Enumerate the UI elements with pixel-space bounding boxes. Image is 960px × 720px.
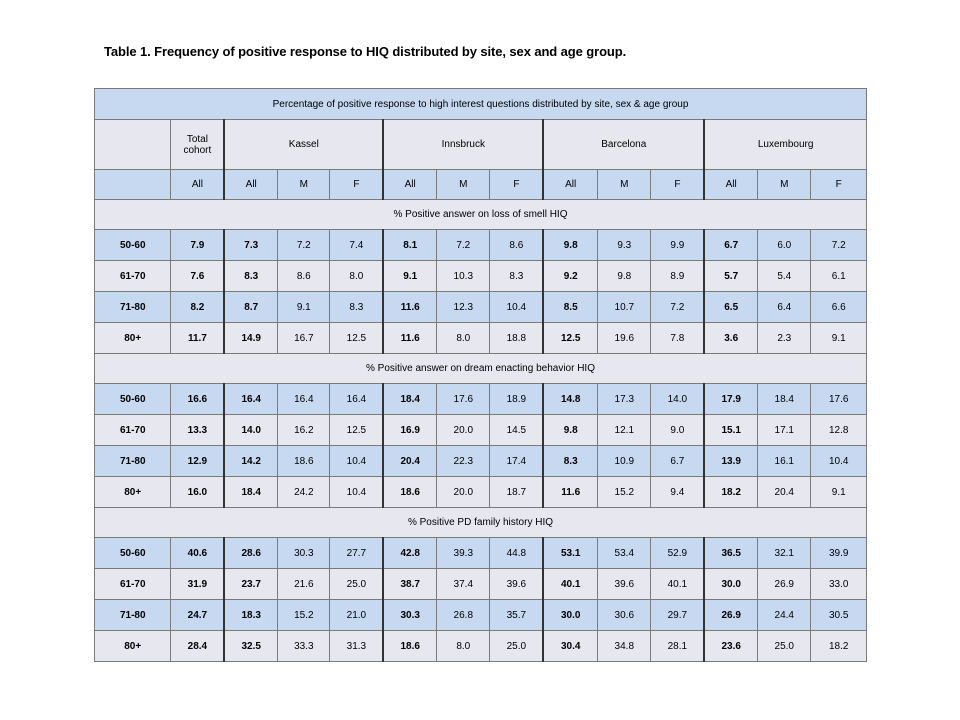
value-cell: 8.1	[383, 230, 436, 261]
value-cell: 15.1	[704, 415, 757, 446]
value-cell: 16.1	[758, 446, 811, 477]
value-cell: 16.2	[278, 415, 330, 446]
age-group-cell: 50-60	[95, 384, 171, 415]
value-cell: 7.8	[651, 323, 704, 354]
value-cell: 18.8	[490, 323, 543, 354]
value-cell: 15.2	[278, 600, 330, 631]
value-cell: 9.8	[543, 415, 597, 446]
value-cell: 30.5	[811, 600, 867, 631]
value-cell: 32.1	[758, 538, 811, 569]
age-group-cell: 71-80	[95, 600, 171, 631]
value-cell: 26.8	[437, 600, 490, 631]
value-cell: 10.9	[598, 446, 651, 477]
value-cell: 6.4	[758, 292, 811, 323]
value-cell: 39.6	[598, 569, 651, 600]
value-cell: 9.1	[811, 477, 867, 508]
value-cell: 7.6	[171, 261, 224, 292]
value-cell: 14.0	[224, 415, 277, 446]
value-cell: 8.3	[490, 261, 543, 292]
value-cell: 9.0	[651, 415, 704, 446]
value-cell: 9.3	[598, 230, 651, 261]
sex-header-luxembourg-all: All	[704, 170, 757, 200]
value-cell: 3.6	[704, 323, 757, 354]
table-row	[95, 538, 867, 569]
value-cell: 7.4	[330, 230, 383, 261]
table-title-row	[95, 89, 867, 120]
total-cohort-header	[171, 120, 224, 170]
value-cell: 17.9	[704, 384, 757, 415]
value-cell: 9.1	[383, 261, 436, 292]
value-cell: 19.6	[598, 323, 651, 354]
value-cell: 28.4	[171, 631, 224, 662]
value-cell: 12.5	[330, 415, 383, 446]
value-cell: 9.9	[651, 230, 704, 261]
value-cell: 29.7	[651, 600, 704, 631]
value-cell: 18.2	[704, 477, 757, 508]
value-cell: 9.1	[278, 292, 330, 323]
value-cell: 18.7	[490, 477, 543, 508]
value-cell: 44.8	[490, 538, 543, 569]
section-title: % Positive answer on loss of smell HIQ	[95, 200, 867, 230]
value-cell: 21.0	[330, 600, 383, 631]
site-header-barcelona: Barcelona	[543, 120, 704, 170]
value-cell: 8.5	[543, 292, 597, 323]
value-cell: 20.0	[437, 477, 490, 508]
value-cell: 6.7	[704, 230, 757, 261]
value-cell: 5.7	[704, 261, 757, 292]
value-cell: 30.6	[598, 600, 651, 631]
value-cell: 8.3	[543, 446, 597, 477]
value-cell: 30.4	[543, 631, 597, 662]
age-group-cell: 61-70	[95, 415, 171, 446]
value-cell: 25.0	[490, 631, 543, 662]
value-cell: 8.0	[437, 323, 490, 354]
value-cell: 10.7	[598, 292, 651, 323]
value-cell: 16.7	[278, 323, 330, 354]
section-header-row	[95, 200, 867, 230]
value-cell: 12.3	[437, 292, 490, 323]
value-cell: 13.3	[171, 415, 224, 446]
value-cell: 17.4	[490, 446, 543, 477]
value-cell: 40.1	[651, 569, 704, 600]
table-row	[95, 384, 867, 415]
value-cell: 16.0	[171, 477, 224, 508]
sex-header-barcelona-all: All	[543, 170, 597, 200]
value-cell: 36.5	[704, 538, 757, 569]
age-group-cell: 61-70	[95, 569, 171, 600]
value-cell: 9.8	[543, 230, 597, 261]
value-cell: 20.4	[383, 446, 436, 477]
value-cell: 28.6	[224, 538, 277, 569]
value-cell: 18.2	[811, 631, 867, 662]
value-cell: 42.8	[383, 538, 436, 569]
value-cell: 7.2	[437, 230, 490, 261]
section-title: % Positive answer on dream enacting behavior HIQ	[95, 354, 867, 384]
sex-header-kassel-f: F	[330, 170, 383, 200]
value-cell: 12.5	[330, 323, 383, 354]
value-cell: 8.9	[651, 261, 704, 292]
age-group-cell: 80+	[95, 323, 171, 354]
total-cohort-line2: cohort	[183, 144, 212, 156]
value-cell: 14.5	[490, 415, 543, 446]
table-row	[95, 415, 867, 446]
value-cell: 8.0	[437, 631, 490, 662]
value-cell: 8.3	[330, 292, 383, 323]
value-cell: 16.9	[383, 415, 436, 446]
value-cell: 7.9	[171, 230, 224, 261]
sex-header-row	[95, 170, 867, 200]
value-cell: 18.4	[224, 477, 277, 508]
table-row	[95, 477, 867, 508]
section-header-row	[95, 354, 867, 384]
value-cell: 31.3	[330, 631, 383, 662]
value-cell: 21.6	[278, 569, 330, 600]
value-cell: 9.2	[543, 261, 597, 292]
sex-header-innsbruck-m: M	[437, 170, 490, 200]
value-cell: 26.9	[704, 600, 757, 631]
table-row	[95, 323, 867, 354]
value-cell: 8.2	[171, 292, 224, 323]
value-cell: 7.3	[224, 230, 277, 261]
value-cell: 13.9	[704, 446, 757, 477]
value-cell: 37.4	[437, 569, 490, 600]
value-cell: 18.9	[490, 384, 543, 415]
value-cell: 7.2	[811, 230, 867, 261]
value-cell: 40.1	[543, 569, 597, 600]
value-cell: 53.1	[543, 538, 597, 569]
value-cell: 25.0	[758, 631, 811, 662]
site-header-luxembourg: Luxembourg	[704, 120, 866, 170]
value-cell: 39.3	[437, 538, 490, 569]
empty-header-cell	[95, 170, 171, 200]
value-cell: 30.3	[383, 600, 436, 631]
value-cell: 8.6	[490, 230, 543, 261]
value-cell: 17.6	[437, 384, 490, 415]
site-header-row	[95, 120, 867, 170]
value-cell: 11.7	[171, 323, 224, 354]
age-group-cell: 80+	[95, 631, 171, 662]
empty-header-cell	[95, 120, 171, 170]
value-cell: 33.0	[811, 569, 867, 600]
value-cell: 17.1	[758, 415, 811, 446]
age-group-cell: 71-80	[95, 446, 171, 477]
table-row	[95, 600, 867, 631]
value-cell: 28.1	[651, 631, 704, 662]
value-cell: 20.0	[437, 415, 490, 446]
value-cell: 30.0	[543, 600, 597, 631]
age-group-cell: 71-80	[95, 292, 171, 323]
value-cell: 8.0	[330, 261, 383, 292]
age-group-cell: 50-60	[95, 538, 171, 569]
value-cell: 12.8	[811, 415, 867, 446]
value-cell: 8.3	[224, 261, 277, 292]
hiq-table	[94, 88, 867, 662]
section-title: % Positive PD family history HIQ	[95, 508, 867, 538]
section-header-row	[95, 508, 867, 538]
value-cell: 17.6	[811, 384, 867, 415]
table-row	[95, 569, 867, 600]
value-cell: 14.8	[543, 384, 597, 415]
sex-header-kassel-all: All	[224, 170, 277, 200]
value-cell: 52.9	[651, 538, 704, 569]
value-cell: 30.3	[278, 538, 330, 569]
sex-header-barcelona-m: M	[598, 170, 651, 200]
value-cell: 34.8	[598, 631, 651, 662]
value-cell: 8.6	[278, 261, 330, 292]
value-cell: 27.7	[330, 538, 383, 569]
value-cell: 6.0	[758, 230, 811, 261]
value-cell: 22.3	[437, 446, 490, 477]
value-cell: 18.6	[383, 477, 436, 508]
site-header-innsbruck: Innsbruck	[383, 120, 543, 170]
value-cell: 6.7	[651, 446, 704, 477]
value-cell: 16.4	[224, 384, 277, 415]
value-cell: 10.3	[437, 261, 490, 292]
value-cell: 16.6	[171, 384, 224, 415]
sex-header-kassel-m: M	[278, 170, 330, 200]
value-cell: 35.7	[490, 600, 543, 631]
value-cell: 24.2	[278, 477, 330, 508]
value-cell: 18.6	[383, 631, 436, 662]
total-cohort-line1: Total	[186, 133, 208, 145]
value-cell: 9.8	[598, 261, 651, 292]
sex-header-luxembourg-f: F	[811, 170, 867, 200]
table-row	[95, 446, 867, 477]
value-cell: 18.3	[224, 600, 277, 631]
table-row	[95, 230, 867, 261]
table-caption: Table 1. Frequency of positive response to HIQ distributed by site, sex and age group.	[104, 44, 627, 59]
table-title: Percentage of positive response to high interest questions distributed by site, sex & age group	[95, 89, 867, 120]
value-cell: 31.9	[171, 569, 224, 600]
value-cell: 14.9	[224, 323, 277, 354]
value-cell: 6.6	[811, 292, 867, 323]
value-cell: 53.4	[598, 538, 651, 569]
value-cell: 32.5	[224, 631, 277, 662]
table-row	[95, 631, 867, 662]
value-cell: 14.0	[651, 384, 704, 415]
value-cell: 24.7	[171, 600, 224, 631]
sex-header-barcelona-f: F	[651, 170, 704, 200]
table-row	[95, 292, 867, 323]
age-group-cell: 80+	[95, 477, 171, 508]
value-cell: 24.4	[758, 600, 811, 631]
value-cell: 10.4	[330, 446, 383, 477]
value-cell: 18.6	[278, 446, 330, 477]
value-cell: 9.1	[811, 323, 867, 354]
age-group-cell: 50-60	[95, 230, 171, 261]
value-cell: 10.4	[330, 477, 383, 508]
value-cell: 10.4	[811, 446, 867, 477]
sex-header-innsbruck-f: F	[490, 170, 543, 200]
value-cell: 10.4	[490, 292, 543, 323]
value-cell: 2.3	[758, 323, 811, 354]
value-cell: 20.4	[758, 477, 811, 508]
value-cell: 6.5	[704, 292, 757, 323]
value-cell: 9.4	[651, 477, 704, 508]
value-cell: 16.4	[278, 384, 330, 415]
value-cell: 5.4	[758, 261, 811, 292]
age-group-cell: 61-70	[95, 261, 171, 292]
value-cell: 30.0	[704, 569, 757, 600]
value-cell: 15.2	[598, 477, 651, 508]
value-cell: 17.3	[598, 384, 651, 415]
value-cell: 18.4	[383, 384, 436, 415]
value-cell: 23.7	[224, 569, 277, 600]
value-cell: 11.6	[383, 292, 436, 323]
value-cell: 8.7	[224, 292, 277, 323]
value-cell: 23.6	[704, 631, 757, 662]
value-cell: 25.0	[330, 569, 383, 600]
value-cell: 16.4	[330, 384, 383, 415]
value-cell: 39.9	[811, 538, 867, 569]
value-cell: 12.1	[598, 415, 651, 446]
value-cell: 6.1	[811, 261, 867, 292]
value-cell: 11.6	[383, 323, 436, 354]
table-row	[95, 261, 867, 292]
sex-header-innsbruck-all: All	[383, 170, 436, 200]
value-cell: 39.6	[490, 569, 543, 600]
value-cell: 33.3	[278, 631, 330, 662]
sex-header-luxembourg-m: M	[758, 170, 811, 200]
value-cell: 11.6	[543, 477, 597, 508]
value-cell: 18.4	[758, 384, 811, 415]
value-cell: 14.2	[224, 446, 277, 477]
value-cell: 40.6	[171, 538, 224, 569]
sex-header-total-all: All	[171, 170, 224, 200]
value-cell: 7.2	[651, 292, 704, 323]
value-cell: 12.9	[171, 446, 224, 477]
value-cell: 7.2	[278, 230, 330, 261]
value-cell: 38.7	[383, 569, 436, 600]
site-header-kassel: Kassel	[224, 120, 383, 170]
value-cell: 12.5	[543, 323, 597, 354]
value-cell: 26.9	[758, 569, 811, 600]
